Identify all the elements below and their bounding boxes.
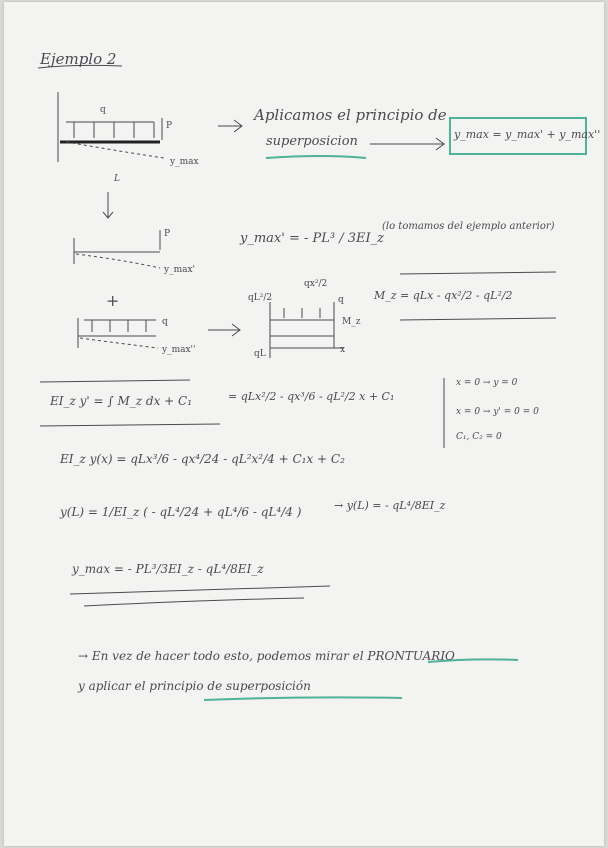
beam-diagram-1	[58, 92, 199, 218]
notebook-page	[4, 2, 604, 846]
fbd-x-label: x	[340, 345, 346, 355]
deflection-equation: EI_z y(x) = qLx³/6 - qx⁴/24 - qL²x²/4 + C₁x + C₂	[60, 452, 345, 466]
load-label-q: q	[100, 105, 106, 115]
fbd-q-label: q	[338, 295, 344, 305]
fbd-qx2-label: qx²/2	[304, 279, 328, 289]
fbd-moment-label: qL²/2	[248, 293, 273, 303]
boundary-condition-1: x = 0 → y = 0	[456, 378, 518, 388]
free-body-diagram	[248, 279, 361, 359]
deflection-at-L: y(L) = 1/EI_z ( - qL⁴/24 + qL⁴/6 - qL⁴/4 )	[60, 505, 302, 519]
ymax-tag: y_max	[170, 157, 199, 167]
integral-rhs: = qLx²/2 - qx³/6 - qL²/2 x + C₁	[228, 390, 395, 403]
plus-sign: +	[106, 291, 120, 310]
superposition-formula: y_max = y_max' + y_max''	[454, 128, 601, 141]
ymax-final: y_max = - PL³/3EI_z - qL⁴/8EI_z	[72, 562, 264, 576]
ymax-point-load: y_max' = - PL³ / 3EI_z	[240, 231, 384, 246]
note-line-2: y aplicar el principio de superposición	[78, 679, 311, 693]
load-label-p: P	[166, 121, 173, 131]
fbd-mz-label: M_z	[342, 317, 361, 327]
integral-lhs: EI_z y' = ∫ M_z dx + C₁	[50, 394, 193, 408]
page-title: Ejemplo 2	[40, 50, 117, 68]
load-label-p2: P	[164, 229, 171, 239]
ymax-tag-prime: y_max'	[164, 265, 196, 275]
beam-diagram-3	[78, 317, 196, 355]
apply-line-1: Aplicamos el principio de	[254, 106, 447, 124]
moment-equation: M_z = qLx - qx²/2 - qL²/2	[374, 289, 513, 302]
span-label: L	[114, 174, 120, 184]
beam-diagram-2	[74, 229, 195, 275]
fbd-reaction-label: qL	[254, 349, 266, 359]
apply-line-2: superposicion	[266, 134, 358, 149]
boundary-condition-3: C₁, C₂ = 0	[456, 432, 502, 442]
deflection-at-L-result: → y(L) = - qL⁴/8EI_z	[334, 499, 446, 512]
load-label-q3: q	[162, 317, 168, 327]
ymax-tag-dprime: y_max''	[162, 345, 196, 355]
boundary-condition-2: x = 0 → y' = 0 = 0	[456, 407, 539, 417]
reference-note: (lo tomamos del ejemplo anterior)	[382, 221, 555, 232]
note-line-1: → En vez de hacer todo esto, podemos mirar el PRONTUARIO	[78, 649, 455, 663]
